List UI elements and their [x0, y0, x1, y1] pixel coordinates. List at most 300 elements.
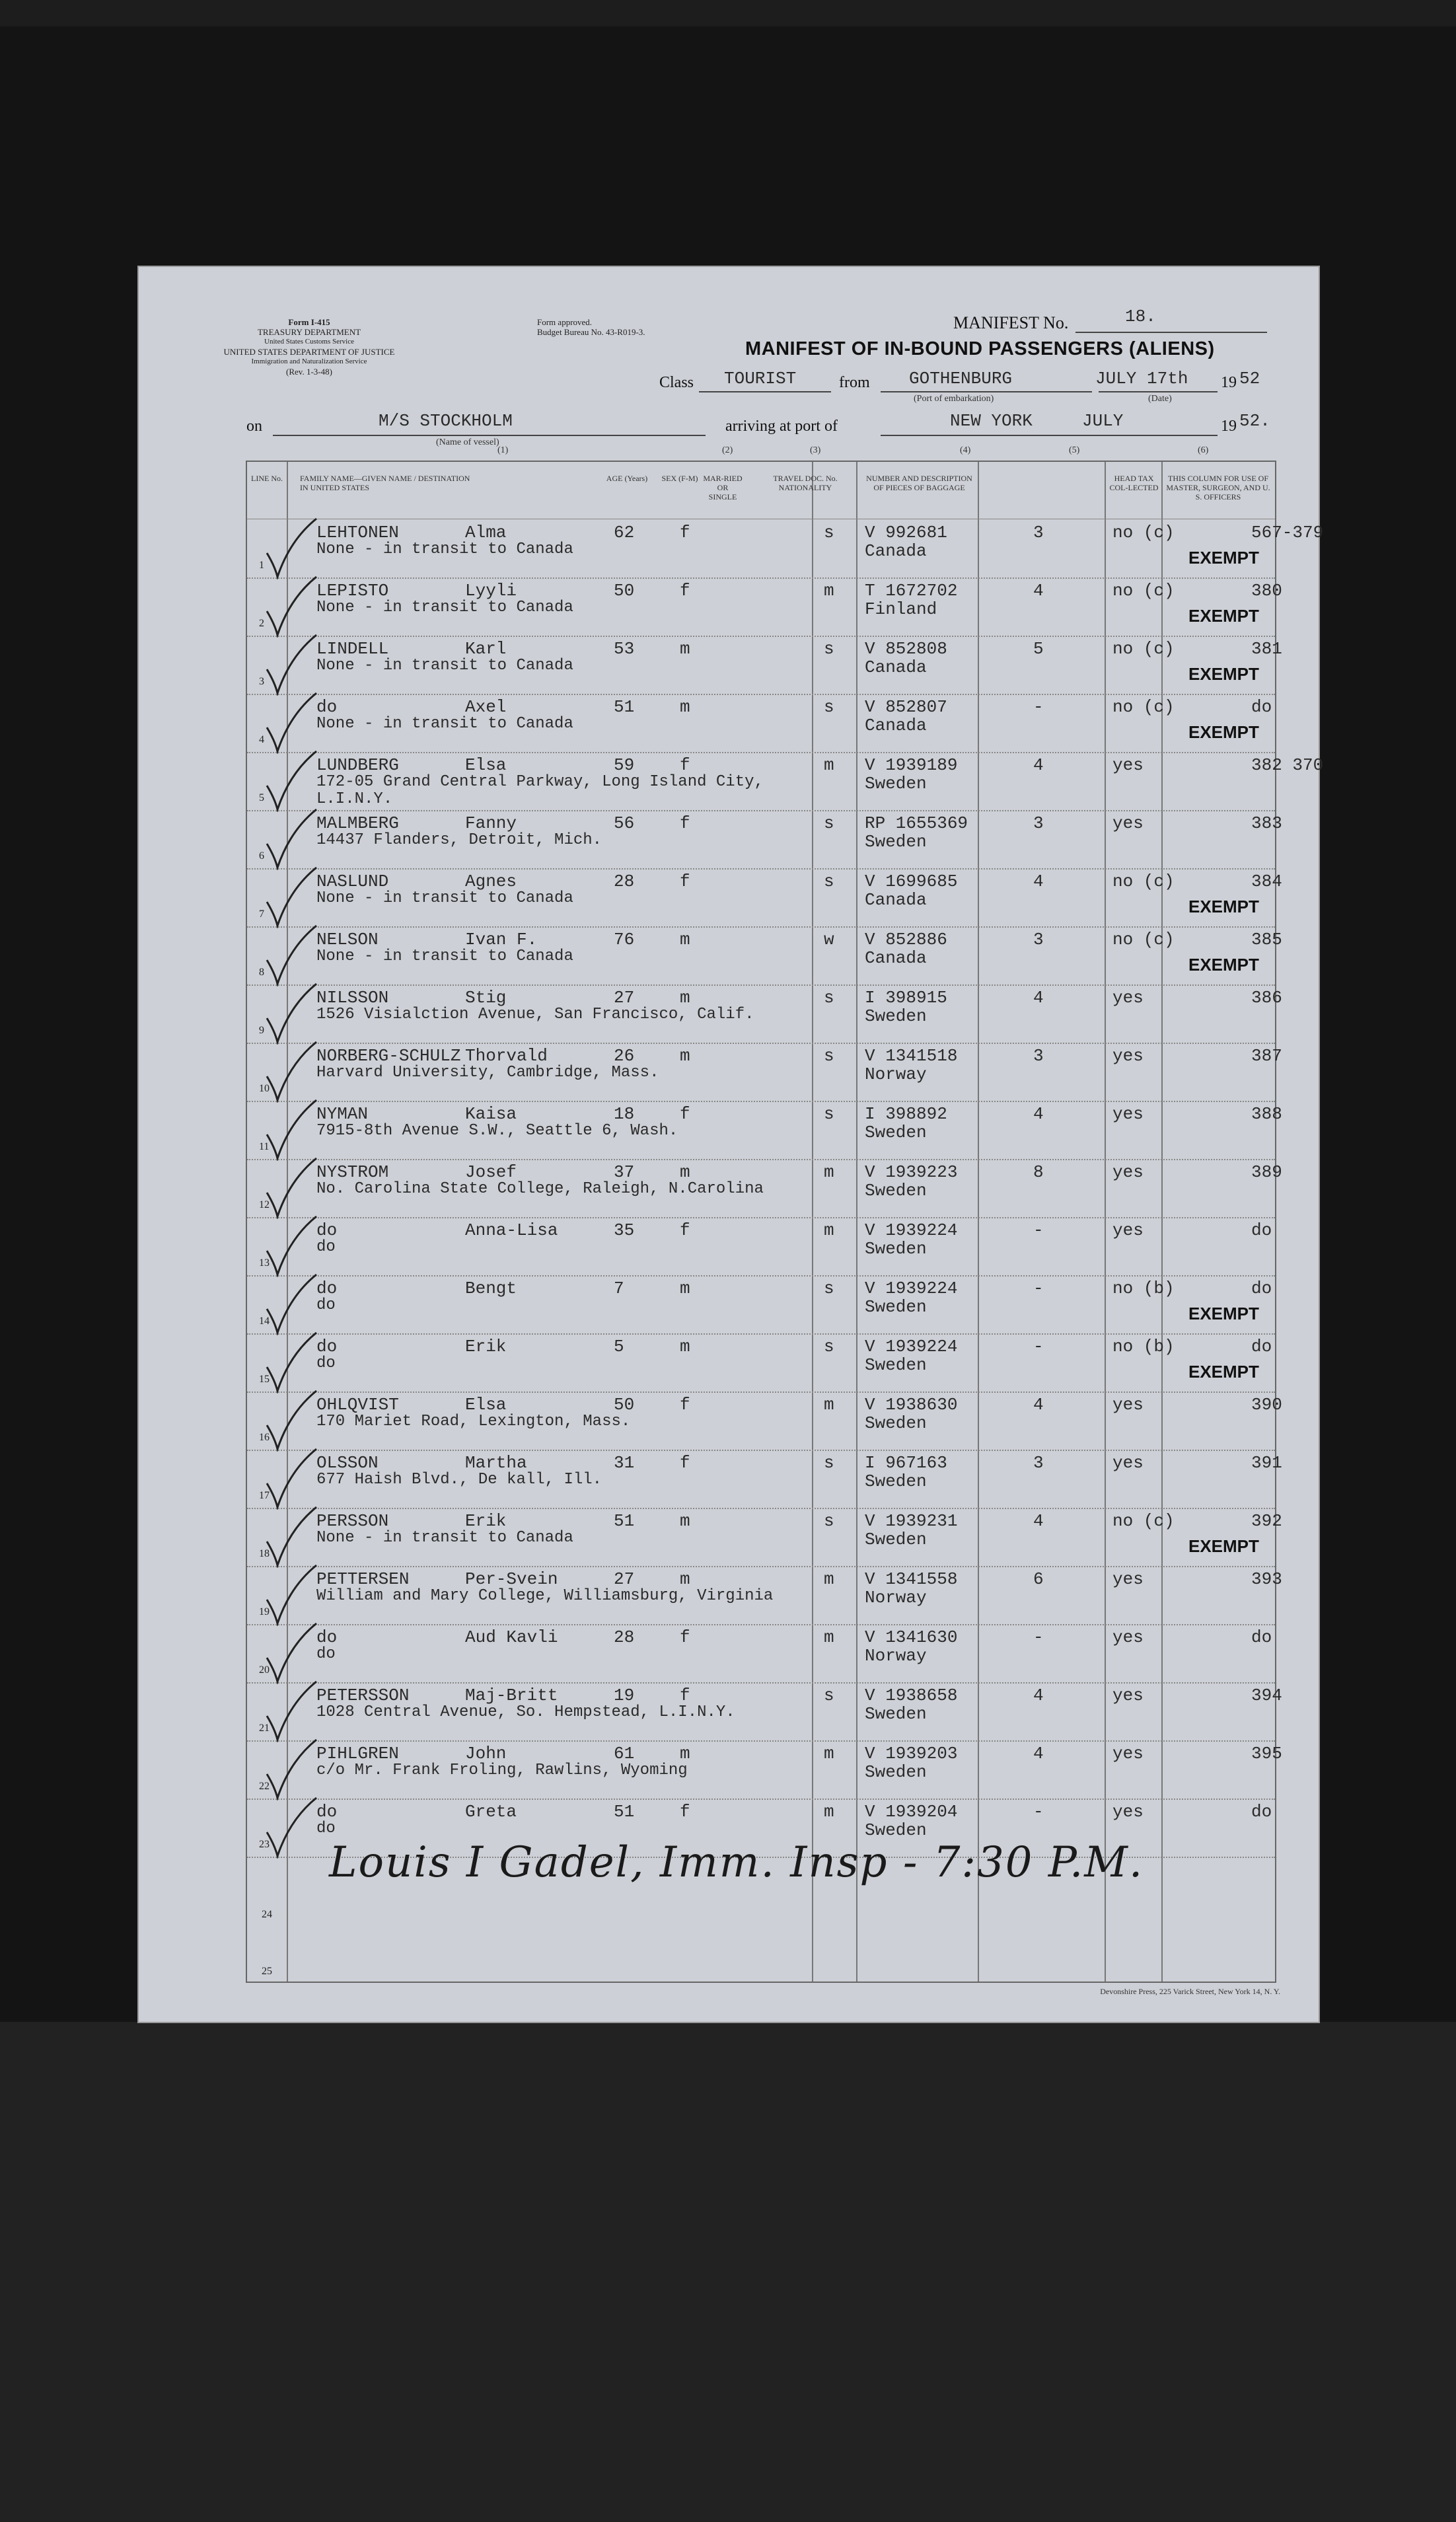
given-name: John — [465, 1744, 507, 1763]
destination: 172-05 Grand Central Parkway, Long Island City, L.I.N.Y. — [316, 773, 764, 808]
dept-justice: UNITED STATES DEPARTMENT OF JUSTICE — [223, 347, 395, 357]
marital-status: m — [824, 1802, 834, 1822]
line-number: 10 — [259, 1083, 270, 1094]
age: 62 — [614, 523, 635, 542]
marital-status: s — [824, 523, 834, 542]
dept-treasury: TREASURY DEPARTMENT — [257, 327, 361, 337]
age: 51 — [614, 1802, 635, 1822]
age: 28 — [614, 1627, 635, 1647]
age: 50 — [614, 581, 635, 601]
given-name: Axel — [465, 697, 507, 717]
age: 50 — [614, 1395, 635, 1415]
line-number: 17 — [259, 1490, 270, 1501]
destination: do — [316, 1820, 336, 1837]
age: 76 — [614, 930, 635, 949]
line-number: 14 — [259, 1316, 270, 1327]
given-name: Greta — [465, 1802, 517, 1822]
baggage-count: 3 — [1033, 523, 1044, 542]
baggage-count: 4 — [1033, 755, 1044, 775]
nationality: Sweden — [865, 1123, 927, 1142]
given-name: Elsa — [465, 755, 507, 775]
destination: None - in transit to Canada — [316, 889, 573, 907]
baggage-count: - — [1033, 1627, 1044, 1647]
age: 26 — [614, 1046, 635, 1066]
checkmark — [260, 688, 320, 754]
checkmark — [260, 804, 320, 870]
inspector-signature — [329, 1838, 1144, 1887]
checkmark — [260, 1560, 320, 1626]
head-tax: yes — [1112, 1569, 1144, 1589]
col-header-baggage: NUMBER AND DESCRIPTION OF PIECES OF BAGGAGE — [866, 474, 972, 492]
travel-doc-no: V 1939204 — [865, 1802, 958, 1822]
age: 56 — [614, 813, 635, 833]
exempt-stamp: EXEMPT — [1188, 1536, 1259, 1556]
scan-top-bar — [0, 0, 1456, 26]
line-number: 18 — [259, 1548, 270, 1559]
form-revision: (Rev. 1-3-48) — [286, 367, 332, 377]
nationality: Sweden — [865, 1297, 927, 1317]
class-label: Class — [659, 374, 694, 391]
table-row — [247, 1567, 1282, 1625]
age: 19 — [614, 1686, 635, 1705]
col-header-line: LINE No. — [251, 474, 283, 483]
family-name: PETTERSEN — [316, 1569, 410, 1589]
family-name: do — [316, 1220, 338, 1240]
destination: do — [316, 1296, 336, 1314]
officer-number: do — [1251, 1802, 1272, 1822]
marital-status: s — [824, 697, 834, 717]
line-number: 5 — [259, 792, 264, 803]
exempt-stamp: EXEMPT — [1188, 664, 1259, 684]
baggage-count: 3 — [1033, 1453, 1044, 1473]
baggage-count: - — [1033, 697, 1044, 717]
travel-doc-no: V 852886 — [865, 930, 947, 949]
marital-status: m — [824, 1627, 834, 1647]
exempt-stamp: EXEMPT — [1188, 955, 1259, 975]
officer-number: 393 — [1251, 1569, 1282, 1589]
table-row — [247, 985, 1282, 1043]
nationality: Sweden — [865, 1413, 927, 1433]
family-name: LINDELL — [316, 639, 389, 659]
line-number: 7 — [259, 909, 264, 920]
sex: m — [680, 988, 690, 1008]
sex: f — [680, 755, 690, 775]
given-name: Lyyli — [465, 581, 517, 601]
marital-status: s — [824, 1104, 834, 1124]
officer-number: 567-379 — [1251, 523, 1324, 542]
officer-number: 384 — [1251, 872, 1282, 891]
head-tax: yes — [1112, 1395, 1144, 1415]
table-row — [247, 1392, 1282, 1450]
destination: c/o Mr. Frank Froling, Rawlins, Wyoming — [316, 1762, 688, 1779]
sex: f — [680, 1802, 690, 1822]
col-header-sex: SEX (F-M) — [661, 474, 698, 483]
travel-doc-no: V 1938630 — [865, 1395, 958, 1415]
age: 51 — [614, 1511, 635, 1531]
checkmark — [260, 1153, 320, 1219]
destination: 14437 Flanders, Detroit, Mich. — [316, 831, 602, 849]
col-num-6: (6) — [1198, 445, 1209, 455]
from-label: from — [839, 374, 870, 391]
table-row — [247, 1334, 1275, 1392]
family-name: OLSSON — [316, 1453, 379, 1473]
sex: m — [680, 1744, 690, 1763]
sex: m — [680, 1279, 690, 1298]
col-num-1: (1) — [497, 445, 509, 455]
officer-number: 391 — [1251, 1453, 1282, 1473]
baggage-count: - — [1033, 1220, 1044, 1240]
head-tax: yes — [1112, 1802, 1144, 1822]
arrival-month: JULY — [1082, 411, 1124, 431]
age: 27 — [614, 1569, 635, 1589]
nationality: Canada — [865, 716, 927, 735]
checkmark — [260, 1269, 320, 1335]
family-name: do — [316, 697, 338, 717]
baggage-count: 3 — [1033, 813, 1044, 833]
age: 18 — [614, 1104, 635, 1124]
destination: None - in transit to Canada — [316, 657, 573, 675]
checkmark — [260, 862, 320, 928]
travel-doc-no: V 852807 — [865, 697, 947, 717]
table-row — [247, 578, 1282, 636]
officer-number: 392 — [1251, 1511, 1282, 1531]
nationality: Sweden — [865, 1355, 927, 1375]
given-name: Thorvald — [465, 1046, 548, 1066]
arrival-year: 52. — [1239, 411, 1270, 431]
nationality: Norway — [865, 1646, 927, 1666]
travel-doc-no: I 967163 — [865, 1453, 947, 1473]
destination: 7915-8th Avenue S.W., Seattle 6, Wash. — [316, 1122, 678, 1140]
checkmark — [260, 1793, 320, 1859]
marital-status: s — [824, 813, 834, 833]
nationality: Sweden — [865, 1471, 927, 1491]
dept-justice-sub: Immigration and Naturalization Service — [251, 357, 367, 365]
destination: Harvard University, Cambridge, Mass. — [316, 1064, 659, 1082]
line-number: 13 — [259, 1257, 270, 1269]
travel-doc-no: RP 1655369 — [865, 813, 968, 833]
given-name: Alma — [465, 523, 507, 542]
given-name: Maj-Britt — [465, 1686, 558, 1705]
exempt-stamp: EXEMPT — [1188, 1304, 1259, 1323]
given-name: Kaisa — [465, 1104, 517, 1124]
officer-number: 382 370 — [1251, 755, 1324, 775]
form-number: Form I-415 — [288, 317, 330, 327]
line-number: 12 — [259, 1199, 270, 1210]
marital-status: s — [824, 872, 834, 891]
nationality: Sweden — [865, 774, 927, 794]
given-name: Fanny — [465, 813, 517, 833]
marital-status: m — [824, 1220, 834, 1240]
travel-doc-no: V 1341558 — [865, 1569, 958, 1589]
line-number: 2 — [259, 618, 264, 629]
given-name: Elsa — [465, 1395, 507, 1415]
family-name: NILSSON — [316, 988, 389, 1008]
col-header-head-tax: HEAD TAX COL-LECTED — [1109, 474, 1159, 492]
family-name: PETERSSON — [316, 1686, 410, 1705]
col-header-name: FAMILY NAME—GIVEN NAME / DESTINATION IN UNITED STATES — [300, 474, 470, 492]
marital-status: m — [824, 1395, 834, 1415]
officer-number: 387 — [1251, 1046, 1282, 1066]
travel-doc-no: V 1939189 — [865, 755, 958, 775]
checkmark — [260, 1502, 320, 1568]
table-row — [247, 1160, 1282, 1218]
family-name: do — [316, 1802, 338, 1822]
year-value: 52 — [1239, 369, 1260, 389]
marital-status: m — [824, 581, 834, 601]
line-number: 9 — [259, 1025, 264, 1036]
line-number: 20 — [259, 1664, 270, 1676]
baggage-count: - — [1033, 1337, 1044, 1356]
line-number: 16 — [259, 1432, 270, 1443]
given-name: Erik — [465, 1337, 507, 1356]
travel-doc-no: V 992681 — [865, 523, 947, 542]
family-name: LEPISTO — [316, 581, 389, 601]
head-tax: yes — [1112, 1220, 1144, 1240]
head-tax: yes — [1112, 1627, 1144, 1647]
line-number: 15 — [259, 1374, 270, 1385]
family-name: NASLUND — [316, 872, 389, 891]
head-tax: yes — [1112, 1744, 1144, 1763]
line-number: 8 — [259, 967, 264, 978]
head-tax: no (c) — [1112, 872, 1175, 891]
destination: 170 Mariet Road, Lexington, Mass. — [316, 1413, 631, 1430]
head-tax: yes — [1112, 988, 1144, 1008]
nationality: Sweden — [865, 1820, 927, 1840]
head-tax: yes — [1112, 1453, 1144, 1473]
printer-imprint: Devonshire Press, 225 Varick Street, New York 14, N. Y. — [1100, 1987, 1280, 1996]
manifest-title: MANIFEST OF IN-BOUND PASSENGERS (ALIENS) — [745, 338, 1215, 359]
age: 7 — [614, 1279, 624, 1298]
marital-status: s — [824, 1511, 834, 1531]
table-row — [247, 1741, 1282, 1799]
nationality: Sweden — [865, 1181, 927, 1201]
travel-doc-no: V 1939224 — [865, 1220, 958, 1240]
head-tax: no (c) — [1112, 1511, 1175, 1531]
head-tax: no (c) — [1112, 697, 1175, 717]
manifest-no-value: 18. — [1125, 307, 1156, 326]
baggage-count: 8 — [1033, 1162, 1044, 1182]
nationality: Sweden — [865, 1239, 927, 1259]
family-name: do — [316, 1337, 338, 1356]
travel-doc-no: I 398892 — [865, 1104, 947, 1124]
nationality: Sweden — [865, 1704, 927, 1724]
officer-number: 386 — [1251, 988, 1282, 1008]
head-tax: no (b) — [1112, 1279, 1175, 1298]
destination: None - in transit to Canada — [316, 715, 573, 733]
baggage-count: 3 — [1033, 1046, 1044, 1066]
given-name: Erik — [465, 1511, 507, 1531]
family-name: PERSSON — [316, 1511, 389, 1531]
age: 28 — [614, 872, 635, 891]
baggage-count: 6 — [1033, 1569, 1044, 1589]
col-num-4: (4) — [960, 445, 971, 455]
nationality: Canada — [865, 541, 927, 561]
travel-doc-no: V 1939231 — [865, 1511, 958, 1531]
checkmark — [260, 1618, 320, 1684]
vessel-caption: (Name of vessel) — [436, 437, 499, 447]
nationality: Canada — [865, 948, 927, 968]
nationality: Canada — [865, 657, 927, 677]
officer-number: do — [1251, 1279, 1272, 1298]
marital-status: s — [824, 1046, 834, 1066]
head-tax: yes — [1112, 1686, 1144, 1705]
head-tax: no (c) — [1112, 523, 1175, 542]
given-name: Per-Svein — [465, 1569, 558, 1589]
sex: f — [680, 581, 690, 601]
destination: None - in transit to Canada — [316, 947, 573, 965]
checkmark — [260, 1211, 320, 1277]
nationality: Finland — [865, 599, 937, 619]
line-number: 21 — [259, 1723, 270, 1734]
officer-number: 394 — [1251, 1686, 1282, 1705]
given-name: Bengt — [465, 1279, 517, 1298]
sex: f — [680, 1627, 690, 1647]
destination: None - in transit to Canada — [316, 1529, 573, 1547]
table-row — [247, 1101, 1282, 1160]
checkmark — [260, 630, 320, 696]
destination: do — [316, 1645, 336, 1663]
officer-number: do — [1251, 1220, 1272, 1240]
checkmark — [260, 1037, 320, 1103]
family-name: MALMBERG — [316, 813, 399, 833]
passenger-table — [246, 461, 1324, 1983]
travel-doc-no: V 1341518 — [865, 1046, 958, 1066]
baggage-count: 4 — [1033, 1511, 1044, 1531]
marital-status: m — [824, 1569, 834, 1589]
sex: m — [680, 1162, 690, 1182]
sex: f — [680, 1686, 690, 1705]
sex: m — [680, 930, 690, 949]
line-number: 11 — [259, 1141, 270, 1152]
family-name: do — [316, 1279, 338, 1298]
line-number: 1 — [259, 560, 264, 571]
manifest-no-label: MANIFEST No. — [953, 313, 1069, 332]
scan-bottom-band — [0, 2022, 1456, 2522]
travel-doc-no: I 398915 — [865, 988, 947, 1008]
checkmark — [260, 1327, 320, 1393]
on-label: on — [246, 418, 262, 435]
family-name: NORBERG-SCHULZ — [316, 1046, 461, 1066]
baggage-count: 4 — [1033, 988, 1044, 1008]
baggage-count: 4 — [1033, 1744, 1044, 1763]
checkmark — [260, 572, 320, 638]
table-row — [247, 1683, 1282, 1741]
head-tax: yes — [1112, 1046, 1144, 1066]
table-row — [247, 753, 1324, 811]
checkmark — [260, 1444, 320, 1510]
marital-status: s — [824, 1279, 834, 1298]
table-row — [247, 927, 1282, 985]
officer-number: 389 — [1251, 1162, 1282, 1182]
given-name: Ivan F. — [465, 930, 538, 949]
exempt-stamp: EXEMPT — [1188, 1362, 1259, 1382]
nationality: Norway — [865, 1064, 927, 1084]
officer-number: 380 — [1251, 581, 1282, 601]
baggage-count: 4 — [1033, 1686, 1044, 1705]
travel-doc-no: V 852808 — [865, 639, 947, 659]
sex: m — [680, 1337, 690, 1356]
officer-number: 388 — [1251, 1104, 1282, 1124]
destination: 677 Haish Blvd., De kall, Ill. — [316, 1471, 602, 1489]
destination: do — [316, 1238, 336, 1256]
line-number: 4 — [259, 734, 264, 745]
sex: f — [680, 1395, 690, 1415]
line-number: 22 — [259, 1781, 270, 1792]
head-tax: yes — [1112, 1104, 1144, 1124]
arrival-port: NEW YORK — [950, 411, 1033, 431]
col-header-age: AGE (Years) — [606, 474, 648, 483]
given-name: Martha — [465, 1453, 527, 1473]
class-value: TOURIST — [724, 369, 797, 389]
baggage-count: 3 — [1033, 930, 1044, 949]
checkmark — [260, 513, 320, 579]
family-name: NYSTROM — [316, 1162, 389, 1182]
arrival-year-prefix: 19 — [1221, 418, 1237, 435]
marital-status: s — [824, 1686, 834, 1705]
sex: f — [680, 872, 690, 891]
officer-number: do — [1251, 1627, 1272, 1647]
signature-text: Louis I Gadel, Imm. Insp - 7:30 P.M. — [329, 1838, 1144, 1887]
manifest-page — [137, 266, 1324, 2023]
exempt-stamp: EXEMPT — [1188, 606, 1259, 626]
baggage-count: 5 — [1033, 639, 1044, 659]
exempt-stamp: EXEMPT — [1188, 722, 1259, 742]
head-tax: no (c) — [1112, 639, 1175, 659]
sex: m — [680, 1046, 690, 1066]
head-tax: yes — [1112, 1162, 1144, 1182]
officer-number: do — [1251, 1337, 1272, 1356]
officer-number: do — [1251, 697, 1272, 717]
table-row — [247, 1625, 1275, 1683]
officer-number: 385 — [1251, 930, 1282, 949]
sex: f — [680, 1453, 690, 1473]
marital-status: s — [824, 988, 834, 1008]
marital-status: m — [824, 1162, 834, 1182]
date-caption: (Date) — [1148, 394, 1172, 404]
given-name: Anna-Lisa — [465, 1220, 558, 1240]
baggage-count: - — [1033, 1802, 1044, 1822]
budget-bureau: Budget Bureau No. 43-R019-3. — [537, 327, 645, 337]
table-row — [247, 1043, 1282, 1101]
destination: 1028 Central Avenue, So. Hempstead, L.I.N.Y. — [316, 1703, 735, 1721]
line-number: 19 — [259, 1606, 270, 1617]
marital-status: s — [824, 639, 834, 659]
sex: m — [680, 697, 690, 717]
baggage-count: 4 — [1033, 581, 1044, 601]
family-name: do — [316, 1627, 338, 1647]
col-header-married: MAR-RIED OR SINGLE — [703, 474, 743, 501]
officer-number: 395 — [1251, 1744, 1282, 1763]
line-number: 24 — [262, 1909, 272, 1920]
dept-treasury-sub: United States Customs Service — [264, 338, 354, 346]
head-tax: no (c) — [1112, 930, 1175, 949]
table-row — [247, 1450, 1282, 1508]
checkmark — [260, 1386, 320, 1452]
table-row — [247, 636, 1282, 694]
col-header-officers: THIS COLUMN FOR USE OF MASTER, SURGEON, AND U. S. OFFICERS — [1166, 474, 1270, 501]
travel-doc-no: V 1939224 — [865, 1279, 958, 1298]
age: 31 — [614, 1453, 635, 1473]
sex: f — [680, 1104, 690, 1124]
travel-doc-no: T 1672702 — [865, 581, 958, 601]
date-value: JULY 17th — [1095, 369, 1188, 389]
head-tax: no (b) — [1112, 1337, 1175, 1356]
sex: f — [680, 523, 690, 542]
checkmark — [260, 979, 320, 1045]
baggage-count: 4 — [1033, 1104, 1044, 1124]
sex: f — [680, 1220, 690, 1240]
table-row — [247, 1276, 1275, 1334]
